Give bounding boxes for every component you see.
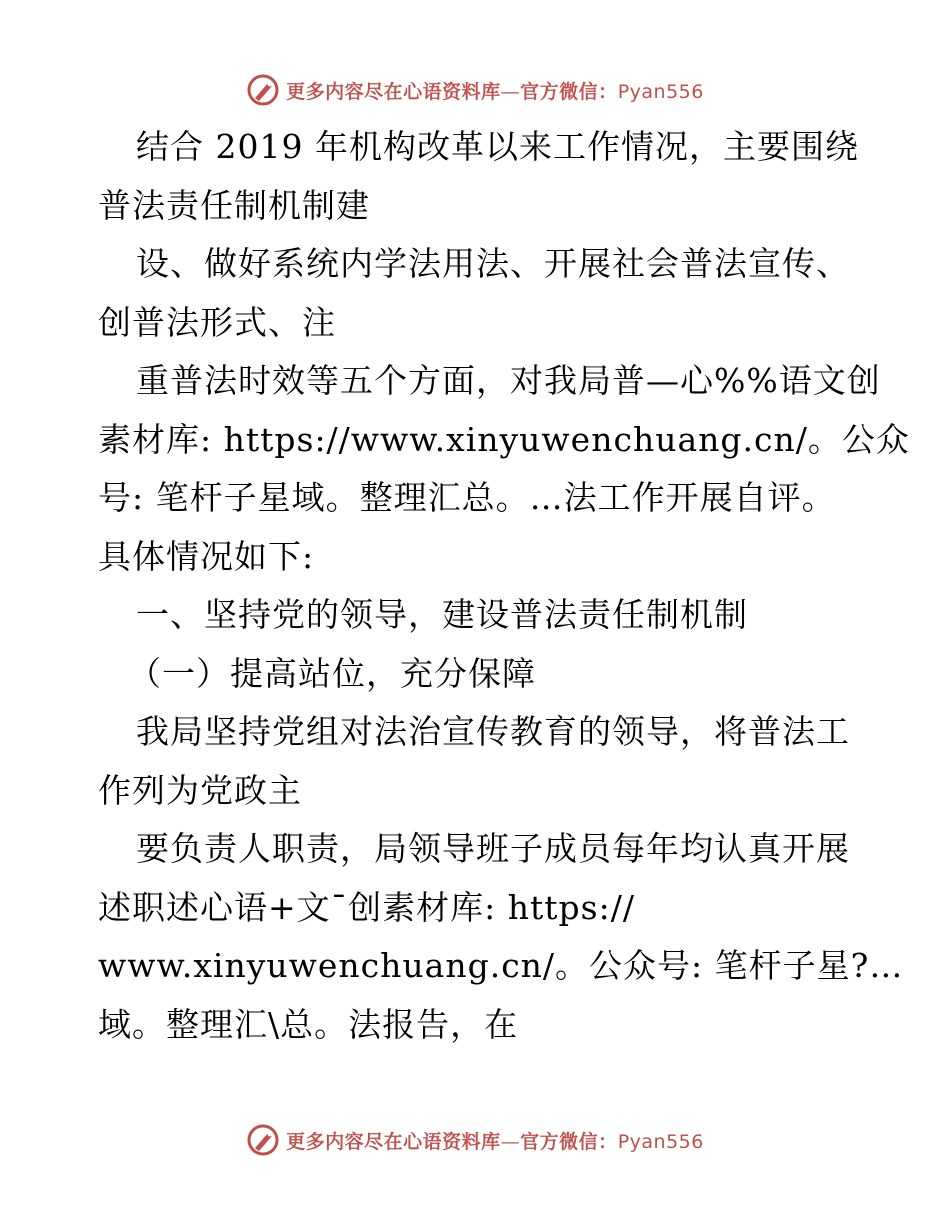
body-text (98, 118, 910, 1054)
pen-logo-icon (246, 73, 280, 107)
watermark-separator: — (500, 80, 521, 103)
text-line: 重普法时效等五个方面，对我局普—心%%语文创 (136, 361, 881, 400)
watermark-title: 更多内容尽在心语资料库 (286, 80, 501, 103)
header-watermark (0, 68, 950, 112)
watermark-separator: — (500, 1130, 521, 1153)
subsection-heading: （一）提高站位，充分保障 (128, 653, 536, 693)
text-line: 普法责任制机制建 (98, 185, 370, 225)
watermark-middle: 官方微信： (520, 80, 618, 103)
text-line: 创普法形式、注 (98, 302, 336, 342)
text-line: 域。整理汇\总。法报告，在 (98, 1004, 519, 1044)
section-heading: 一、坚持党的领导，建设普法责任制机制 (136, 595, 748, 634)
watermark-middle: 官方微信： (520, 1130, 618, 1153)
text-line: 设、做好系统内学法用法、开展社会普法宣传、 (136, 244, 850, 283)
pen-logo-icon (246, 1123, 280, 1157)
watermark-text (286, 1127, 704, 1154)
text-line: 结合 2019 年机构改革以来工作情况，主要围绕 (136, 127, 859, 166)
watermark-wechat: Pyan556 (617, 80, 704, 103)
text-line: www.xinyuwenchuang.cn/。公众号: 笔杆子星?… (98, 946, 904, 985)
watermark-title: 更多内容尽在心语资料库 (286, 1130, 501, 1153)
text-line: 具体情况如下: (98, 536, 315, 576)
text-line: 我局坚持党组对法治宣传教育的领导，将普法工 (136, 712, 850, 751)
watermark-text (286, 77, 704, 104)
text-line: 要负责人职责，局领导班子成员每年均认真开展 (136, 829, 850, 868)
text-line: 述职述心语+文¯创素材库: https:// (98, 887, 635, 927)
watermark-wechat: Pyan556 (617, 1130, 704, 1153)
footer-watermark (0, 1118, 950, 1162)
text-line: 号: 笔杆子星域。整理汇总。…法工作开展自评。 (98, 478, 836, 517)
text-line: 作列为党政主 (98, 770, 302, 810)
text-line: 素材库: https://www.xinyuwenchuang.cn/。公众 (98, 419, 910, 459)
